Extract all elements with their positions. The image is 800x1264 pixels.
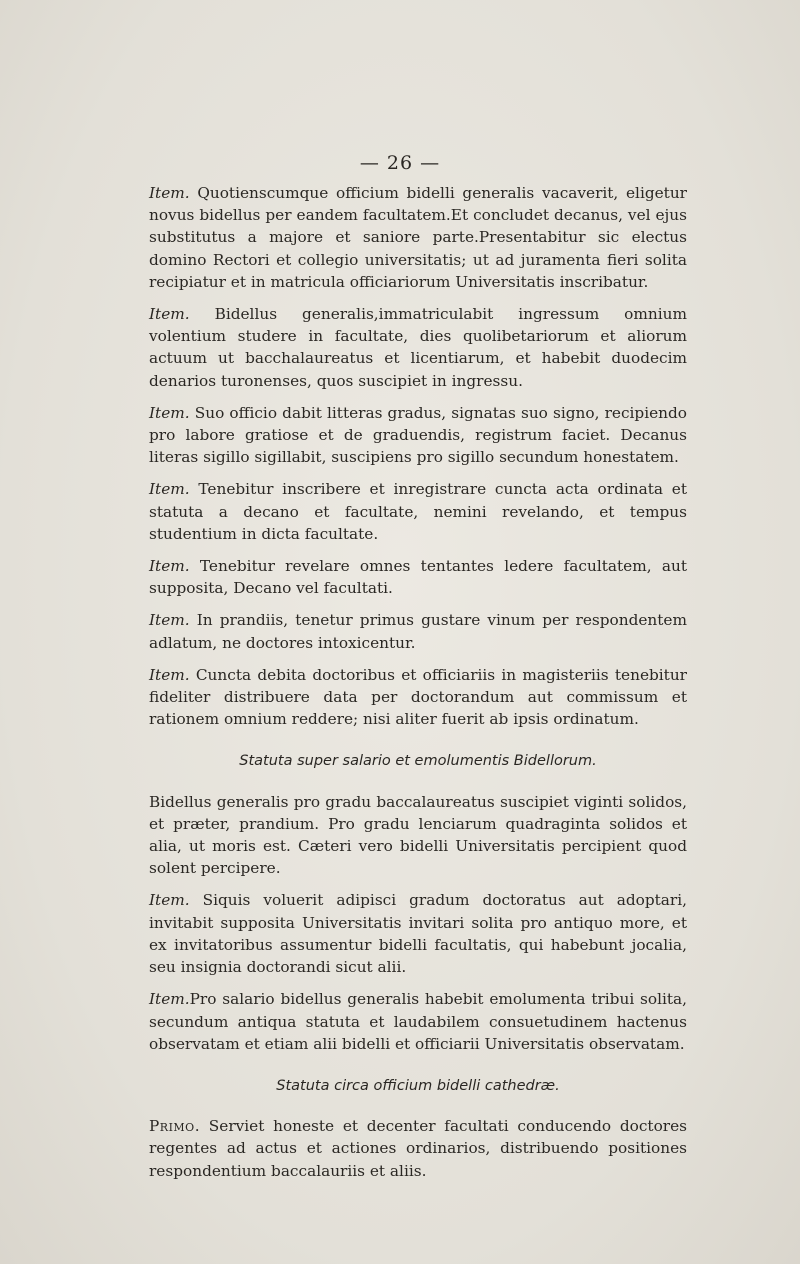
section-heading-cathedra: Statuta circa officium bidelli cathedræ. bbox=[276, 1077, 560, 1094]
paragraph bbox=[149, 791, 687, 880]
paragraph-lead: Primo. bbox=[149, 1117, 201, 1136]
paragraph bbox=[149, 988, 687, 1055]
paragraph bbox=[149, 182, 687, 293]
paragraph-lead: Item. bbox=[149, 891, 190, 910]
paragraph bbox=[149, 609, 687, 653]
paragraph bbox=[149, 402, 687, 469]
paragraph bbox=[149, 664, 687, 731]
paragraph-text: Suo officio dabit litteras gradus, signatas suo signo, recipiendo pro labore gratiose et de graduendis, registrum faciet. Decanus literas sigillo sigillabit, suscipiens pro sigillo secundum honestatem. bbox=[149, 403, 687, 467]
paragraph-lead: Item. bbox=[149, 665, 190, 684]
paragraph-text: Siquis voluerit adipisci gradum doctoratus aut adoptari, invitabit supposita Universitatis invitari solita pro antiquo more, et ex invitatoribus assumentur bidelli facultatis, qui habebunt jocalia, seu insignia doctorandi sicut alii. bbox=[149, 891, 687, 977]
paragraph-lead: Item. bbox=[149, 611, 190, 630]
paragraph bbox=[149, 478, 687, 545]
paragraph-lead: Item. bbox=[149, 990, 190, 1009]
page-number: — 26 — bbox=[359, 152, 441, 174]
paragraph-text: Cuncta debita doctoribus et officiariis in magisteriis tenebitur fideliter distribuere data per doctorandum aut commissum et rationem omnium reddere; nisi aliter fuerit ab ipsis ordinatum. bbox=[149, 665, 687, 729]
paragraph-text: Tenebitur revelare omnes tentantes ledere facultatem, aut supposita, Decano vel facultati. bbox=[149, 557, 687, 598]
paragraph bbox=[149, 1115, 687, 1182]
paragraph-text: Quotienscumque officium bidelli generalis vacaverit, eligetur novus bidellus per eandem facultatem.Et concludet decanus, vel ejus substitutus a majore et saniore parte.Presentabitur sic electus domino Rectori et collegio universitatis; ut ad juramenta fieri solita recipiatur et in matricula officiariorum Universitatis inscribatur. bbox=[149, 184, 687, 291]
body-text bbox=[149, 182, 687, 1192]
paragraph-text: In prandiis, tenetur primus gustare vinum per respondentem adlatum, ne doctores intoxicentur. bbox=[149, 611, 687, 652]
paragraph-lead: Item. bbox=[149, 305, 190, 324]
paragraph-lead: Item. bbox=[149, 480, 190, 499]
paragraph-text: Tenebitur inscribere et inregistrare cuncta acta ordinata et statuta a decano et facultate, nemini revelando, et tempus studentium in dicta facultate. bbox=[149, 480, 687, 543]
paragraph-text: Pro salario bidellus generalis habebit emolumenta tribui solita, secundum antiqua statuta et laudabilem consuetudinem hactenus observatam et etiam alii bidelli et officiarii Universitatis observatam. bbox=[149, 990, 687, 1053]
paragraph-text: Serviet honeste et decenter facultati conducendo doctores regentes ad actus et actiones ordinarios, distribuendo positiones respondentium baccalauriis et aliis. bbox=[149, 1117, 687, 1180]
paragraph bbox=[149, 889, 687, 978]
paragraph-lead: Item. bbox=[149, 184, 190, 202]
paragraph bbox=[149, 303, 687, 392]
paragraph-text: Bidellus generalis pro gradu baccalaureatus suscipiet viginti solidos, et præter, prandium. Pro gradu lenciarum quadraginta solidos et alia, ut moris est. Cæteri vero bidelli Universitatis percipient quod solent percipere. bbox=[149, 792, 687, 878]
paragraph-text: Bidellus generalis,immatriculabit ingressum omnium volentium studere in facultate, dies quolibetariorum et aliorum actuum ut bacchalaureatus et licentiarum, et habebit duodecim denarios turonenses, quos suscipiet in ingressu. bbox=[149, 305, 687, 390]
paragraph-lead: Item. bbox=[149, 403, 190, 422]
paragraph-lead: Item. bbox=[149, 557, 190, 576]
section-heading-salary: Statuta super salario et emolumentis Bidellorum. bbox=[239, 753, 597, 770]
paragraph bbox=[149, 555, 687, 599]
